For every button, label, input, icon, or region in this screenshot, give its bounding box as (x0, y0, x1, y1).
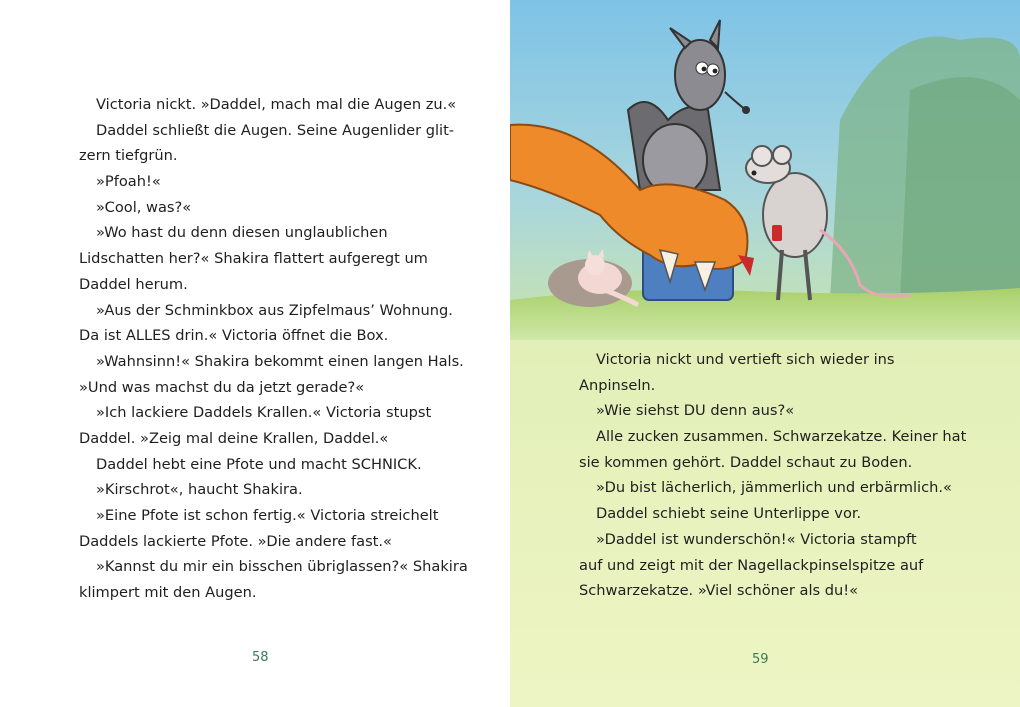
text-line: »Wie siehst DU denn aus?« (596, 402, 795, 420)
text-line: Da ist ALLES drin.« Victoria öffnet die Box. (79, 327, 389, 345)
text-line: Daddel schließt die Augen. Seine Augenlider glit- (96, 121, 455, 139)
text-line: Daddel schiebt seine Unterlippe vor. (596, 505, 862, 523)
text-line: Daddel herum. (79, 275, 188, 293)
text-line: Daddels lackierte Pfote. »Die andere fast.« (79, 532, 392, 550)
text-line: Victoria nickt. »Daddel, mach mal die Augen zu.« (96, 96, 457, 113)
text-line: »Wo hast du denn diesen unglaublichen (96, 224, 388, 242)
text-line: Victoria nickt und vertieft sich wieder ins (596, 351, 895, 368)
text-line: Schwarzekatze. »Viel schöner als du!« (579, 582, 859, 600)
text-line: Daddel. »Zeig mal deine Krallen, Daddel.« (79, 429, 389, 447)
text-line: Lidschatten her?« Shakira flattert aufgeregt um (79, 250, 428, 268)
text-line: »Aus der Schminkbox aus Zipfelmaus’ Wohnung. (96, 301, 453, 319)
text-line: auf und zeigt mit der Nagellackpinselspitze auf (579, 556, 924, 574)
text-line: Alle zucken zusammen. Schwarzekatze. Keiner hat (596, 428, 967, 446)
page-number-left: 58 (252, 650, 269, 665)
right-page-text (579, 347, 967, 604)
text-line: klimpert mit den Augen. (79, 584, 257, 602)
text-line: »Cool, was?« (96, 198, 192, 216)
text-line: »Pfoah!« (96, 173, 161, 191)
text-line: »Du bist lächerlich, jämmerlich und erbärmlich.« (596, 479, 952, 497)
text-line: »Kirschrot«, haucht Shakira. (96, 481, 303, 499)
text-line: »Daddel ist wunderschön!« Victoria stampft (596, 530, 917, 548)
text-line: sie kommen gehört. Daddel schaut zu Boden. (579, 453, 913, 471)
text-line: »Ich lackiere Daddels Krallen.« Victoria stupst (96, 404, 432, 422)
illustration (510, 0, 1020, 340)
text-line: zern tiefgrün. (79, 147, 178, 165)
text-line: Daddel hebt eine Pfote und macht SCHNICK. (96, 455, 422, 473)
page-number-right: 59 (752, 652, 769, 667)
text-line: »Und was machst du da jetzt gerade?« (79, 378, 365, 396)
text-line: »Wahnsinn!« Shakira bekommt einen langen Hals. (96, 352, 464, 370)
left-page-text (79, 92, 468, 606)
text-line: »Kannst du mir ein bisschen übriglassen?« Shakira (96, 558, 468, 576)
text-line: »Eine Pfote ist schon fertig.« Victoria streichelt (96, 507, 439, 524)
text-line: Anpinseln. (579, 376, 656, 394)
